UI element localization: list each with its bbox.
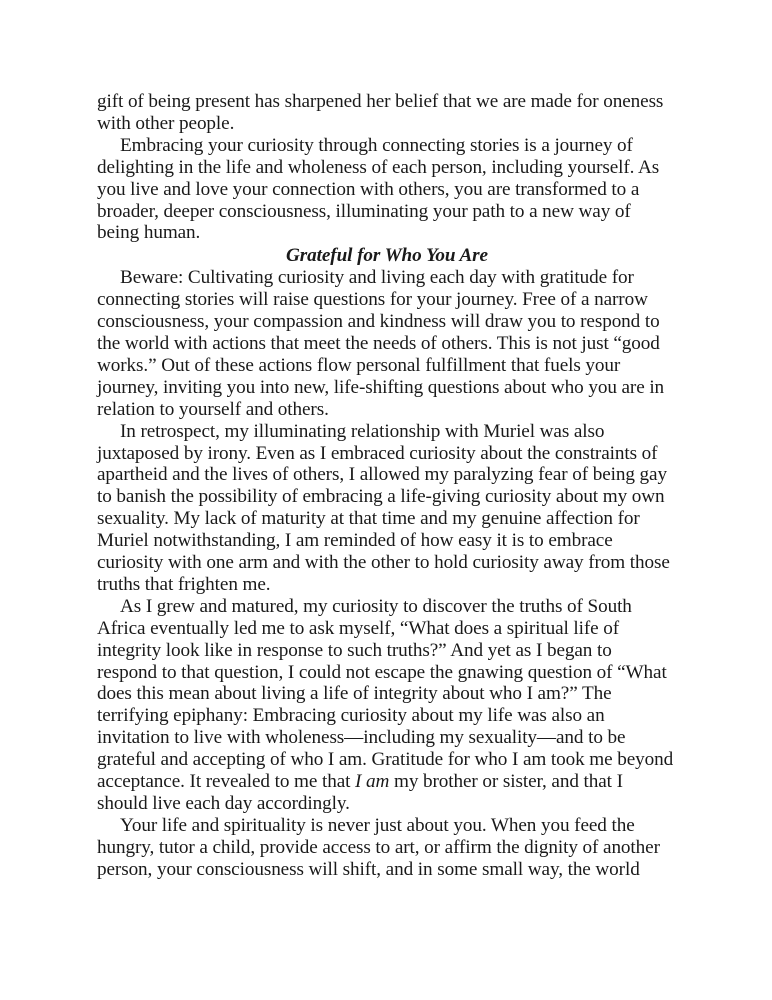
text-line: gift of being present has sharpened her belief that we are made for oneness bbox=[97, 91, 664, 112]
text-line: with other people. bbox=[97, 112, 235, 134]
section-heading: Grateful for Who You Are bbox=[286, 245, 488, 267]
text-line: consciousness, your compassion and kindness will draw you to respond to bbox=[97, 311, 660, 333]
text-line: Beware: Cultivating curiosity and living each day with gratitude for bbox=[120, 267, 634, 289]
text-line: invitation to live with wholeness—including my sexuality—and to be bbox=[97, 727, 626, 749]
text-line: should live each day accordingly. bbox=[97, 793, 350, 814]
text-line: In retrospect, my illuminating relationship with Muriel was also bbox=[120, 420, 605, 442]
text-line: Africa eventually led me to ask myself, “What does a spiritual life of bbox=[97, 617, 620, 639]
document-page bbox=[97, 91, 677, 881]
text-fragment: acceptance. It revealed to me that bbox=[97, 771, 356, 793]
text-fragment: my brother or sister, and that I bbox=[389, 771, 623, 793]
text-line: juxtaposed by irony. Even as I embraced curiosity about the constraints of bbox=[97, 442, 658, 464]
text-line-with-italic bbox=[97, 771, 677, 793]
paragraph bbox=[97, 815, 677, 881]
paragraph bbox=[97, 596, 677, 815]
text-line: Your life and spirituality is never just about you. When you feed the bbox=[120, 814, 635, 836]
text-line: the world with actions that meet the needs of others. This is not just “good bbox=[97, 332, 660, 354]
text-line: delighting in the life and wholeness of each person, including yourself. As bbox=[97, 156, 660, 178]
text-line: Muriel notwithstanding, I am reminded of how easy it is to embrace bbox=[97, 530, 613, 552]
text-line: respond to that question, I could not escape the gnawing question of “What bbox=[97, 661, 667, 683]
text-line: truths that frighten me. bbox=[97, 573, 271, 595]
text-line: As I grew and matured, my curiosity to discover the truths of South bbox=[120, 595, 632, 617]
text-line: sexuality. My lack of maturity at that time and my genuine affection for bbox=[97, 508, 640, 530]
text-line: journey, inviting you into new, life-shifting questions about who you are in bbox=[97, 376, 665, 398]
text-line: integrity look like in response to such truths?” And yet as I began to bbox=[97, 639, 612, 661]
paragraph bbox=[97, 91, 677, 135]
text-line: connecting stories will raise questions for your journey. Free of a narrow bbox=[97, 289, 648, 311]
text-line: broader, deeper consciousness, illuminating your path to a new way of bbox=[97, 200, 631, 222]
text-line: Embracing your curiosity through connecting stories is a journey of bbox=[120, 134, 633, 156]
text-line: works.” Out of these actions flow personal fulfillment that fuels your bbox=[97, 354, 621, 376]
text-line: to banish the possibility of embracing a life-giving curiosity about my own bbox=[97, 486, 665, 508]
text-line: grateful and accepting of who I am. Gratitude for who I am took me beyond bbox=[97, 749, 674, 771]
text-line: relation to yourself and others. bbox=[97, 398, 329, 420]
paragraph bbox=[97, 267, 677, 420]
italic-fragment: I am bbox=[355, 771, 390, 793]
text-line: terrifying epiphany: Embracing curiosity about my life was also an bbox=[97, 705, 605, 727]
paragraph bbox=[97, 421, 677, 596]
text-line: you live and love your connection with others, you are transformed to a bbox=[97, 178, 640, 200]
text-line: does this mean about living a life of integrity about who I am?” The bbox=[97, 683, 612, 705]
text-line: person, your consciousness will shift, and in some small way, the world bbox=[97, 858, 640, 880]
text-line: hungry, tutor a child, provide access to art, or affirm the dignity of another bbox=[97, 836, 660, 858]
paragraph bbox=[97, 135, 677, 245]
text-line: curiosity with one arm and with the other to hold curiosity away from those bbox=[97, 552, 670, 574]
text-line: being human. bbox=[97, 222, 201, 244]
text-line: apartheid and the lives of others, I allowed my paralyzing fear of being gay bbox=[97, 464, 667, 486]
